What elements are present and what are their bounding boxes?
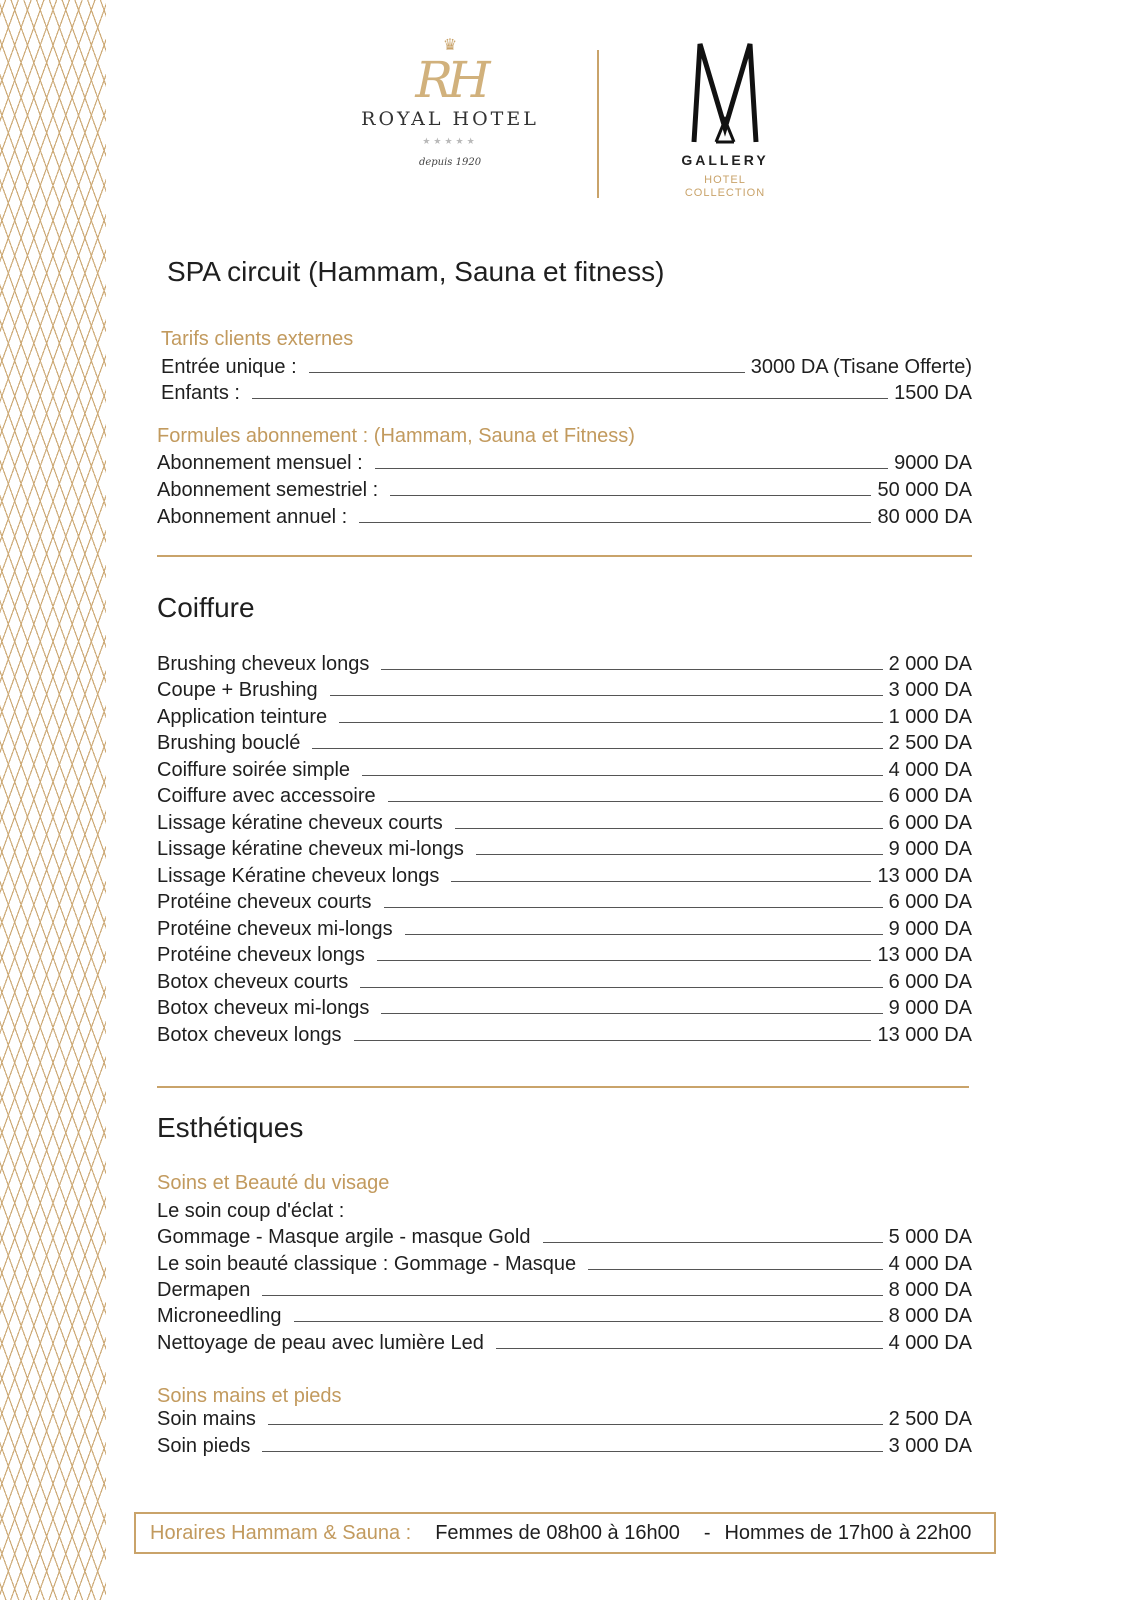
hours-label: Horaires Hammam & Sauna : [150,1521,412,1544]
external-rates-heading: Tarifs clients externes [161,328,354,350]
price-row [157,783,972,809]
leader-line [312,748,882,749]
item-label: Microneedling [157,1305,282,1327]
gallery-name: GALLERY [681,152,769,168]
item-label: Brushing cheveux longs [157,653,370,675]
item-price: 80 000 DA [877,506,972,528]
item-price: 4 000 DA [888,1253,972,1275]
item-price: 50 000 DA [877,479,972,501]
item-label: Abonnement semestriel : [157,479,379,501]
price-row [157,810,972,836]
leader-line [359,522,871,523]
hands-feet-heading: Soins mains et pieds [157,1385,342,1407]
leader-line [588,1269,882,1270]
logo-divider [597,50,599,198]
leader-line [388,801,883,802]
price-row [157,889,972,915]
item-label: Coiffure avec accessoire [157,785,376,807]
leader-line [309,372,745,373]
leader-line [268,1424,883,1425]
leader-line [330,695,883,696]
price-row [157,942,972,968]
item-price: 6 000 DA [888,812,972,834]
item-price: 9000 DA [894,452,972,474]
subscriptions-heading: Formules abonnement : (Hammam, Sauna et Fitness) [157,425,635,447]
leader-line [496,1348,883,1349]
leader-line [362,775,883,776]
leader-line [381,669,882,670]
hours-women: Femmes de 08h00 à 16h00 [435,1521,680,1544]
price-row [157,757,972,783]
item-label: Brushing bouclé [157,732,301,754]
item-label: Soin mains [157,1408,256,1430]
leader-line [339,722,883,723]
leader-line [262,1451,882,1452]
item-label: Soin pieds [157,1435,251,1457]
item-label: Abonnement annuel : [157,506,348,528]
item-label: Nettoyage de peau avec lumière Led [157,1332,484,1354]
price-row [157,477,972,503]
leader-line [390,495,871,496]
leader-line [252,398,888,399]
coiffure-title: Coiffure [157,592,255,623]
item-price: 1 000 DA [888,706,972,728]
price-row [157,1406,972,1432]
item-price: 1500 DA [894,382,972,404]
price-row [157,504,972,530]
item-price: 9 000 DA [888,997,972,1019]
item-label: Lissage kératine cheveux mi-longs [157,838,464,860]
item-label: Botox cheveux mi-longs [157,997,370,1019]
item-label: Lissage Kératine cheveux longs [157,865,440,887]
item-label: Botox cheveux longs [157,1024,342,1046]
item-price: 4 000 DA [888,1332,972,1354]
price-row [157,836,972,862]
royal-hotel-logo [355,38,545,168]
gallery-sub-hotel: HOTEL [704,174,746,186]
item-label: Le soin beauté classique : Gommage - Masque [157,1253,577,1275]
item-price: 2 500 DA [888,732,972,754]
hours-separator: - [703,1521,711,1544]
item-price: 2 500 DA [888,1408,972,1430]
price-row [157,1303,972,1329]
leader-line [354,1040,872,1041]
royal-monogram: RH [415,51,485,109]
price-row [157,704,972,730]
price-row [157,1022,972,1048]
item-price: 13 000 DA [877,1024,972,1046]
item-price: 13 000 DA [877,944,972,966]
face-care-intro: Le soin coup d'éclat : [157,1200,345,1222]
item-price: 13 000 DA [877,865,972,887]
leader-line [455,828,883,829]
gallery-logo [670,40,780,200]
esthetiques-title: Esthétiques [157,1112,304,1143]
leader-line [384,907,883,908]
header-logos [0,0,1131,220]
price-row [157,651,972,677]
gallery-sub-collection: COLLECTION [684,187,766,199]
leader-line [476,854,883,855]
item-label: Protéine cheveux longs [157,944,365,966]
gallery-m-icon [690,40,760,144]
price-row [157,863,972,889]
leader-line [543,1242,883,1243]
leader-line [405,934,883,935]
price-row [157,969,972,995]
item-price: 3 000 DA [888,1435,972,1457]
item-price: 3 000 DA [888,679,972,701]
item-label: Gommage - Masque argile - masque Gold [157,1226,531,1248]
item-label: Coiffure soirée simple [157,759,351,781]
item-price: 3000 DA (Tisane Offerte) [750,356,972,378]
section-divider [157,555,972,557]
leader-line [294,1321,883,1322]
hours-box [134,1512,996,1554]
leader-line [451,881,871,882]
item-price: 6 000 DA [888,971,972,993]
price-row [157,730,972,756]
item-price: 9 000 DA [888,838,972,860]
item-price: 9 000 DA [888,918,972,940]
item-label: Coupe + Brushing [157,679,318,701]
price-row [157,1224,972,1250]
section-divider [157,1086,969,1088]
price-row [157,1251,972,1277]
royal-hotel-stars: ★★★★★ [422,136,478,146]
item-price: 8 000 DA [888,1305,972,1327]
item-price: 5 000 DA [888,1226,972,1248]
royal-hotel-since: depuis 1920 [418,157,482,168]
item-label: Protéine cheveux mi-longs [157,918,393,940]
item-price: 6 000 DA [888,891,972,913]
price-row [157,1277,972,1303]
price-row [157,450,972,476]
leader-line [360,987,882,988]
price-row [157,677,972,703]
leader-line [375,468,888,469]
item-price: 4 000 DA [888,759,972,781]
item-label: Application teinture [157,706,328,728]
price-row [157,380,972,406]
item-label: Entrée unique : [161,356,297,378]
decorative-pattern-strip [0,0,106,1600]
price-row [157,916,972,942]
leader-line [377,960,872,961]
spa-title: SPA circuit (Hammam, Sauna et fitness) [167,256,665,287]
item-label: Lissage kératine cheveux courts [157,812,443,834]
royal-hotel-name: ROYAL HOTEL [361,108,539,130]
price-row [157,1433,972,1459]
item-label: Abonnement mensuel : [157,452,363,474]
face-care-heading: Soins et Beauté du visage [157,1172,390,1194]
price-row [157,995,972,1021]
item-price: 2 000 DA [888,653,972,675]
hours-men: Hommes de 17h00 à 22h00 [724,1521,972,1544]
item-label: Botox cheveux courts [157,971,349,993]
price-row [157,1330,972,1356]
crown-icon: ♛ [442,37,458,54]
item-price: 8 000 DA [888,1279,972,1301]
item-label: Protéine cheveux courts [157,891,372,913]
leader-line [381,1013,882,1014]
item-price: 6 000 DA [888,785,972,807]
item-label: Dermapen [157,1279,251,1301]
leader-line [262,1295,882,1296]
price-row [157,354,972,380]
item-label: Enfants : [161,382,240,404]
